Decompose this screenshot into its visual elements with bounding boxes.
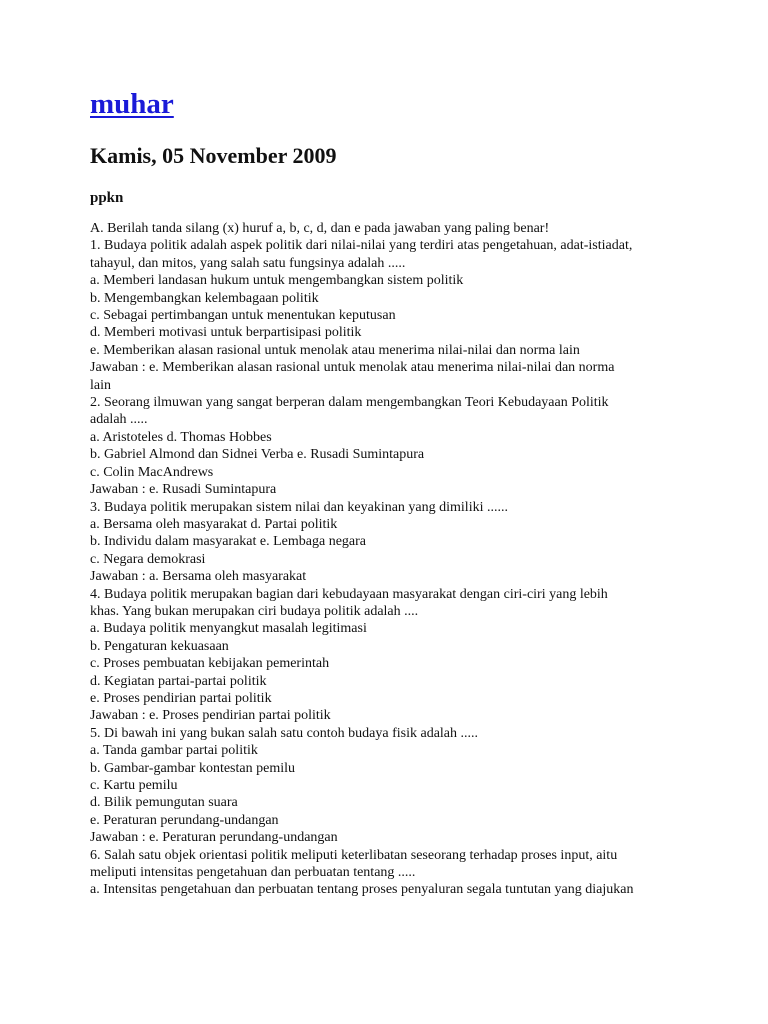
post-body-line: adalah ..... — [90, 412, 148, 428]
post-body-line: e. Proses pendirian partai politik — [90, 690, 272, 706]
post-body-line: 4. Budaya politik merupakan bagian dari kebudayaan masyarakat dengan ciri-ciri yang lebih — [90, 586, 608, 602]
post-body-line: c. Negara demokrasi — [90, 551, 206, 567]
post-body-line: Jawaban : e. Rusadi Sumintapura — [90, 482, 277, 498]
post-body-line: 1. Budaya politik adalah aspek politik dari nilai-nilai yang terdiri atas pengetahuan, adat-istiadat, — [90, 238, 633, 254]
post-body-line: 6. Salah satu objek orientasi politik meliputi keterlibatan seseorang terhadap proses input, aitu — [90, 847, 618, 863]
post-body-line: Jawaban : e. Peraturan perundang-undangan — [90, 830, 338, 846]
post-body-line: khas. Yang bukan merupakan ciri budaya politik adalah .... — [90, 603, 419, 619]
post-body-line: a. Budaya politik menyangkut masalah legitimasi — [90, 621, 367, 637]
post-body-line: c. Sebagai pertimbangan untuk menentukan keputusan — [90, 308, 396, 324]
post-body-line: c. Kartu pemilu — [90, 778, 178, 793]
post-body-line: 2. Seorang ilmuwan yang sangat berperan dalam mengembangkan Teori Kebudayaan Politik — [90, 395, 609, 411]
post-body-line: lain — [90, 377, 111, 393]
post-body-line: d. Memberi motivasi untuk berpartisipasi politik — [90, 325, 362, 341]
post-body-line: b. Mengembangkan kelembagaan politik — [90, 290, 319, 306]
post-body-line: b. Pengaturan kekuasaan — [90, 638, 229, 654]
post-body-line: 5. Di bawah ini yang bukan salah satu contoh budaya fisik adalah ..... — [90, 725, 479, 741]
post-body-line: b. Gambar-gambar kontestan pemilu — [90, 760, 295, 776]
post-body-line: 3. Budaya politik merupakan sistem nilai dan keyakinan yang dimiliki ...... — [90, 499, 508, 515]
post-body-line: d. Kegiatan partai-partai politik — [90, 673, 267, 689]
post-body-line: d. Bilik pemungutan suara — [90, 795, 238, 811]
post-body-line: a. Intensitas pengetahuan dan perbuatan tentang proses penyaluran segala tuntutan yang diajukan — [90, 882, 634, 898]
post-title: ppkn — [90, 190, 124, 206]
post-body-line: Jawaban : e. Proses pendirian partai politik — [90, 708, 331, 724]
post-body-line: e. Memberikan alasan rasional untuk menolak atau menerima nilai-nilai dan norma lain — [90, 342, 580, 358]
post-date-heading: Kamis, 05 November 2009 — [90, 143, 337, 168]
post-body-line: c. Colin MacAndrews — [90, 464, 214, 480]
post-body-line: a. Aristoteles d. Thomas Hobbes — [90, 429, 272, 445]
post-body-line: b. Gabriel Almond dan Sidnei Verba e. Rusadi Sumintapura — [90, 447, 425, 463]
post-body-line: Jawaban : a. Bersama oleh masyarakat — [90, 569, 307, 585]
post-body-line: a. Memberi landasan hukum untuk mengembangkan sistem politik — [90, 273, 464, 289]
post-body-line: Jawaban : e. Memberikan alasan rasional untuk menolak atau menerima nilai-nilai dan norma — [90, 360, 615, 376]
post-body-line: A. Berilah tanda silang (x) huruf a, b, c, d, dan e pada jawaban yang paling benar! — [90, 221, 550, 236]
blog-title-link[interactable]: muhar — [90, 88, 174, 120]
post-body-line: c. Proses pembuatan kebijakan pemerintah — [90, 656, 330, 672]
post-body — [90, 220, 686, 899]
post-body-line: meliputi intensitas pengetahuan dan perbuatan tentang ..... — [90, 865, 416, 881]
post-body-line: a. Tanda gambar partai politik — [90, 743, 258, 759]
post-body-line: tahayul, dan mitos, yang salah satu fungsinya adalah ..... — [90, 255, 406, 271]
post-body-line: a. Bersama oleh masyarakat d. Partai politik — [90, 516, 338, 532]
post-body-line: b. Individu dalam masyarakat e. Lembaga negara — [90, 534, 366, 550]
post-body-line: e. Peraturan perundang-undangan — [90, 812, 279, 828]
